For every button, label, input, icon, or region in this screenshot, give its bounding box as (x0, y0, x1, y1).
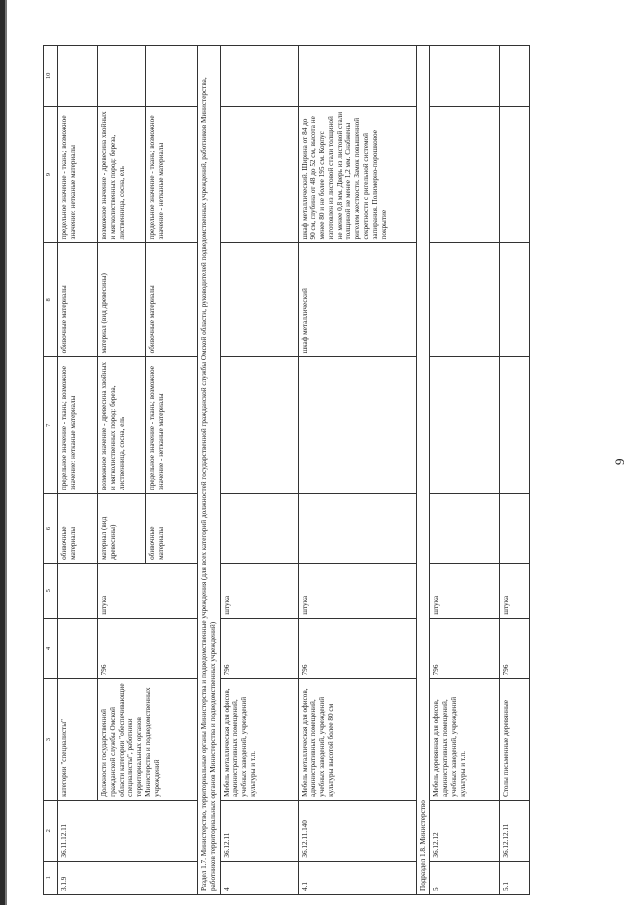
characteristic: обивочные материалы (146, 494, 198, 564)
row-number: 4 (220, 861, 298, 894)
requirements-table (43, 45, 530, 895)
column-number: 6 (44, 494, 58, 564)
row-number: 4.1 (298, 861, 416, 894)
okpd-code: 36.12.12 (430, 800, 500, 861)
unit-name: штука (500, 563, 530, 618)
section-heading: Раздел 1.7. Министерство, территориальные органы Министерства и подведомственные учреждения (для всех категорий должностей государственной гражданской службы Омской области, руководителей подведомственных учреждений, работников Министерства, работников территориальных органов Министерства и подведомственных учреждений) (198, 46, 221, 895)
column-number: 7 (44, 357, 58, 494)
item-name: Мебель металлическая для офисов, административных помещений, учебных заведений, учреждений культуры и т.п. (220, 679, 298, 801)
characteristic: обивочные материалы (146, 243, 198, 357)
item-name: Должности государственной гражданской службы Омской области категории "обеспечивающие специалисты", работники территориальных органов Министерства и подведомственных учреждений (98, 679, 198, 801)
characteristic-value: предельное значение - ткань; возможное значение: нетканые материалы (58, 357, 98, 494)
characteristic-value: возможное значение - древесина хвойных и мягколиственных пород: береза, лиственница, сосна, ель (98, 106, 146, 243)
table-row (220, 46, 298, 895)
column-number: 10 (44, 46, 58, 107)
characteristic: материал (вид древесины) (98, 243, 146, 357)
column-number: 2 (44, 800, 58, 861)
table-row (298, 46, 416, 895)
item-name: Мебель деревянная для офисов, административных помещений, учебных заведений, учреждений культуры и т.п. (430, 679, 500, 801)
section-row (416, 46, 430, 895)
table-row (98, 46, 146, 895)
characteristic: материал (вид древесины) (98, 494, 146, 564)
okei-code: 796 (298, 618, 416, 679)
item-name: Столы письменные деревянные (500, 679, 530, 801)
okei-code: 796 (500, 618, 530, 679)
justification (98, 46, 146, 107)
characteristic-value: предельное значение - ткань; возможное значение - нетканые материалы (146, 106, 198, 243)
subsection-heading: Подраздел 1.8. Министерство (416, 46, 430, 895)
characteristic: обивочные материалы (58, 243, 98, 357)
characteristic: шкаф металлический (298, 243, 416, 357)
unit-name: штука (298, 563, 416, 618)
section-row (198, 46, 221, 895)
characteristic-value: шкаф металлический. Ширина от 84 до 90 см, глубина от 48 до 52 см, высота не менее 80 и не более 195 см. Корпус изготовлен из листовой стали толщиной не менее 0,8 мм. Дверь из листовой стали толщиной не менее 1,2 мм. Снабжены ригелем жесткости. Замок повышенной секретности с ригельной системой запирания. Полимерно-порошковое покрытие (298, 106, 416, 243)
table-row (500, 46, 530, 895)
justification (58, 46, 98, 107)
unit-name (58, 563, 98, 618)
okei-code: 796 (98, 618, 198, 679)
page-number: 9 (612, 458, 627, 465)
okpd-code: 36.12.11 (220, 800, 298, 861)
table-row (430, 46, 500, 895)
okei-code: 796 (220, 618, 298, 679)
characteristic-value: предельное значение - ткань; возможное значение: нетканые материалы (58, 106, 98, 243)
okpd-code: 36.12.11.140 (298, 800, 416, 861)
column-number-row (44, 46, 58, 895)
item-name: категории "специалисты" (58, 679, 98, 801)
okpd-code: 36.11.12.11 (58, 800, 198, 861)
column-number: 8 (44, 243, 58, 357)
characteristic-value: возможное значение - древесина хвойных и мягколиственных пород: береза, лиственница, сосна, ель (98, 357, 146, 494)
characteristic-value: предельное значение - ткань; возможное значение - нетканые материалы (146, 357, 198, 494)
okei-code (58, 618, 98, 679)
okpd-code: 36.12.12.11 (500, 800, 530, 861)
column-number: 5 (44, 563, 58, 618)
justification (146, 46, 198, 107)
unit-name: штука (220, 563, 298, 618)
column-number: 1 (44, 861, 58, 894)
row-number: 3.1.9 (58, 861, 198, 894)
column-number: 4 (44, 618, 58, 679)
item-name: Мебель металлическая для офисов, административных помещений, учебных заведений, учреждений культуры высотой более 80 см (298, 679, 416, 801)
unit-name: штука (98, 563, 198, 618)
row-number: 5.1 (500, 861, 530, 894)
column-number: 9 (44, 106, 58, 243)
table-row (58, 46, 98, 895)
okei-code: 796 (430, 618, 500, 679)
row-number: 5 (430, 861, 500, 894)
unit-name: штука (430, 563, 500, 618)
column-number: 3 (44, 679, 58, 801)
characteristic: обивочные материалы (58, 494, 98, 564)
